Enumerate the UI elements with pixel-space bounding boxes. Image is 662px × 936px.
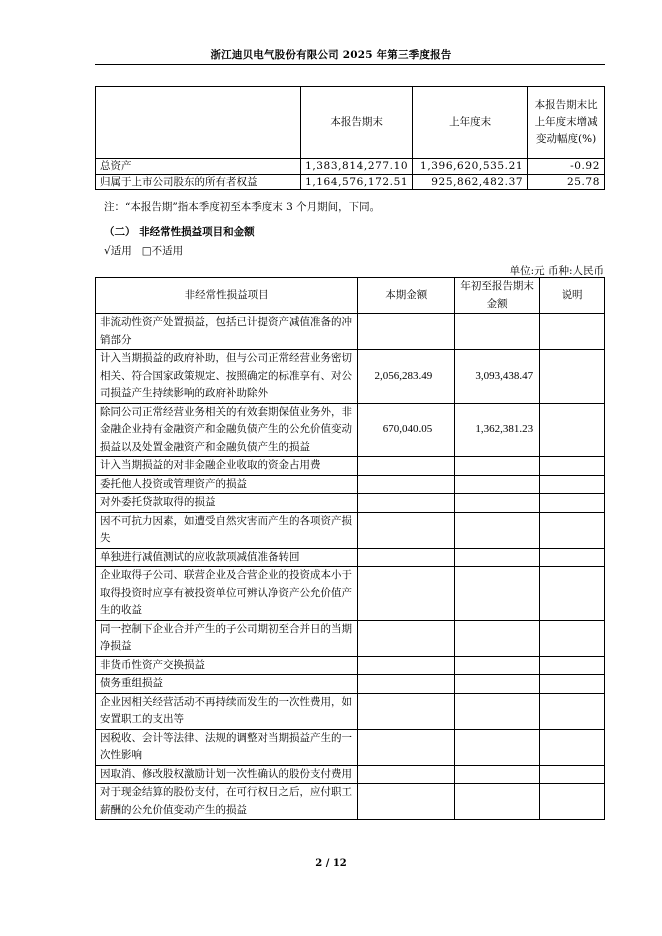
- ytd-amount: [455, 693, 540, 729]
- table-header-cell: 说明: [540, 278, 605, 314]
- remark: [540, 350, 605, 404]
- table-row: [96, 350, 605, 404]
- row-label: 委托他人投资或管理资产的损益: [96, 475, 358, 494]
- row-label: 对外委托贷款取得的损益: [96, 494, 358, 513]
- ytd-amount: [455, 656, 540, 675]
- remark: [540, 512, 605, 548]
- remark: [540, 693, 605, 729]
- table-row: [96, 620, 605, 656]
- table-header-cell: 上年度末: [413, 87, 528, 159]
- row-label: 因取消、修改股权激励计划一次性确认的股份支付费用: [96, 765, 358, 784]
- row-label: 同一控制下企业合并产生的子公司期初至合并日的当期净损益: [96, 620, 358, 656]
- table-header-cell: 非经常性损益项目: [96, 278, 358, 314]
- row-label: 归属于上市公司股东的所有者权益: [96, 174, 301, 190]
- ytd-amount: [455, 548, 540, 567]
- balance-summary-table: [95, 86, 605, 190]
- header-rule: [95, 64, 605, 65]
- table-note: 注：“本报告期”指本季度初至本季度末 3 个月期间，下同。: [104, 201, 381, 213]
- current-period-amount: [358, 729, 455, 765]
- current-period-amount: [358, 494, 455, 513]
- table-row: [96, 693, 605, 729]
- remark: [540, 457, 605, 476]
- remark: [540, 765, 605, 784]
- remark: [540, 784, 605, 820]
- current-period-amount: [358, 314, 455, 350]
- table-header-row: [96, 87, 605, 159]
- cell-value: 1,164,576,172.51: [301, 174, 413, 190]
- ytd-amount: [455, 494, 540, 513]
- table-body: [96, 314, 605, 820]
- row-label: 因税收、会计等法律、法规的调整对当期损益产生的一次性影响: [96, 729, 358, 765]
- row-label: 债务重组损益: [96, 675, 358, 694]
- ytd-amount: [455, 784, 540, 820]
- table-row: [96, 475, 605, 494]
- remark: [540, 567, 605, 621]
- table-header-cell: 年初至报告期末金额: [455, 278, 540, 314]
- row-label: 总资产: [96, 159, 301, 175]
- table-row: [96, 656, 605, 675]
- row-label: 非货币性资产交换损益: [96, 656, 358, 675]
- cell-value: 25.78: [528, 174, 605, 190]
- ytd-amount: 1,362,381.23: [455, 403, 540, 457]
- current-period-amount: [358, 784, 455, 820]
- remark: [540, 314, 605, 350]
- ytd-amount: [455, 620, 540, 656]
- remark: [540, 475, 605, 494]
- current-period-amount: 2,056,283.49: [358, 350, 455, 404]
- row-label: 企业因相关经营活动不再持续而发生的一次性费用，如安置职工的支出等: [96, 693, 358, 729]
- ytd-amount: [455, 567, 540, 621]
- ytd-amount: [455, 314, 540, 350]
- table-row: [96, 457, 605, 476]
- current-period-amount: [358, 567, 455, 621]
- cell-value: -0.92: [528, 159, 605, 175]
- table-row: [96, 548, 605, 567]
- table-header-cell: 本报告期末: [301, 87, 413, 159]
- table-header-row: [96, 278, 605, 314]
- page-header: 浙江迪贝电气股份有限公司 2025 年第三季度报告: [210, 49, 452, 61]
- row-label: 计入当期损益的政府补助，但与公司正常经营业务密切相关、符合国家政策规定、按照确定的标准享有、对公司损益产生持续影响的政府补助除外: [96, 350, 358, 404]
- cell-value: 925,862,482.37: [413, 174, 528, 190]
- remark: [540, 548, 605, 567]
- table-row: [96, 675, 605, 694]
- remark: [540, 620, 605, 656]
- remark: [540, 675, 605, 694]
- table-row: [96, 314, 605, 350]
- row-label: 非流动性资产处置损益，包括已计提资产减值准备的冲销部分: [96, 314, 358, 350]
- non-recurring-items-table: [95, 277, 605, 820]
- ytd-amount: [455, 512, 540, 548]
- current-period-amount: [358, 675, 455, 694]
- row-label: 因不可抗力因素，如遭受自然灾害而产生的各项资产损失: [96, 512, 358, 548]
- table-row: [96, 512, 605, 548]
- table-row: [96, 729, 605, 765]
- not-applicable-option: □不适用: [141, 245, 184, 257]
- table-row: [96, 403, 605, 457]
- applicability-options: [104, 243, 183, 258]
- remark: [540, 656, 605, 675]
- table-row: [96, 494, 605, 513]
- row-label: 计入当期损益的对非金融企业收取的资金占用费: [96, 457, 358, 476]
- table-row: [96, 784, 605, 820]
- table-row: [96, 174, 605, 190]
- remark: [540, 494, 605, 513]
- current-period-amount: [358, 656, 455, 675]
- table-row: [96, 567, 605, 621]
- unit-currency-line: 单位:元 币种:人民币: [509, 265, 604, 277]
- remark: [540, 403, 605, 457]
- row-label: 除同公司正常经营业务相关的有效套期保值业务外，非金融企业持有金融资产和金融负债产生的公允价值变动损益以及处置金融资产和金融负债产生的损益: [96, 403, 358, 457]
- ytd-amount: [455, 457, 540, 476]
- cell-value: 1,383,814,277.10: [301, 159, 413, 175]
- current-period-amount: [358, 475, 455, 494]
- current-period-amount: [358, 512, 455, 548]
- row-label: 企业取得子公司、联营企业及合营企业的投资成本小于取得投资时应享有被投资单位可辨认净资产公允价值产生的收益: [96, 567, 358, 621]
- row-label: 对于现金结算的股份支付，在可行权日之后，应付职工薪酬的公允价值变动产生的损益: [96, 784, 358, 820]
- section-title: （二） 非经常性损益项目和金额: [104, 226, 255, 238]
- current-period-amount: [358, 548, 455, 567]
- table-header-cell: [96, 87, 301, 159]
- current-period-amount: [358, 457, 455, 476]
- ytd-amount: [455, 765, 540, 784]
- current-period-amount: [358, 693, 455, 729]
- ytd-amount: [455, 675, 540, 694]
- page-number: 2 / 12: [315, 858, 347, 869]
- current-period-amount: 670,040.05: [358, 403, 455, 457]
- row-label: 单独进行减值测试的应收款项减值准备转回: [96, 548, 358, 567]
- remark: [540, 729, 605, 765]
- table-row: [96, 159, 605, 175]
- current-period-amount: [358, 620, 455, 656]
- table-header-cell: 本期金额: [358, 278, 455, 314]
- table-row: [96, 765, 605, 784]
- current-period-amount: [358, 765, 455, 784]
- cell-value: 1,396,620,535.21: [413, 159, 528, 175]
- ytd-amount: [455, 475, 540, 494]
- ytd-amount: [455, 729, 540, 765]
- ytd-amount: 3,093,438.47: [455, 350, 540, 404]
- applicable-option: √适用: [104, 245, 132, 257]
- table-header-cell: 本报告期末比上年度末增减变动幅度(%): [528, 87, 605, 159]
